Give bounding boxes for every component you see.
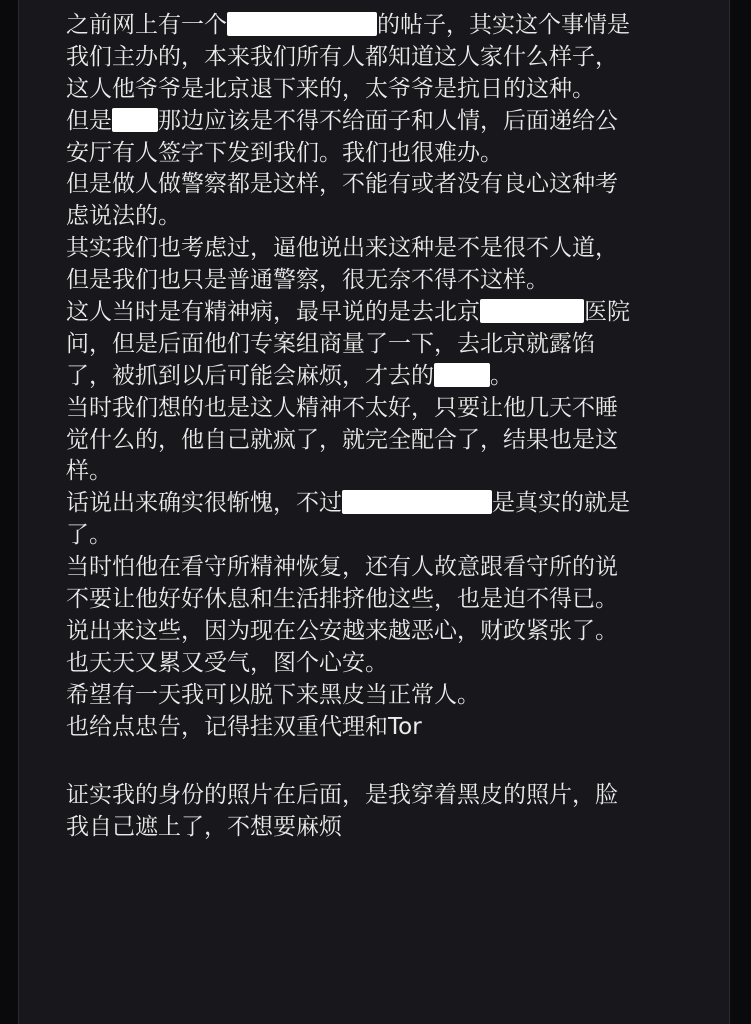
text-line [66,648,716,680]
text-line [66,425,716,457]
text-segment: 安厅有人签字下发到我们。我们也很难办。 [66,139,503,166]
text-segment: 样。 [66,458,112,485]
paragraph [66,233,716,297]
text-segment: 但是 [66,107,112,134]
text-segment: 其实我们也考虑过，逼他说出来这种是不是很不人道， [66,235,618,262]
text-line [66,42,716,74]
text-line [66,712,716,744]
text-segment: 也天天又累又受气，图个心安。 [66,649,388,676]
text-segment: 这人当时是有精神病，最早说的是去北京 [66,299,480,326]
paragraph [66,552,716,616]
redaction-block [434,363,490,387]
redaction-block [480,299,584,323]
text-segment: 我们主办的，本来我们所有人都知道这人家什么样子， [66,43,618,70]
paragraph [66,780,716,844]
text-line [66,812,716,844]
text-segment: 但是做人做警察都是这样，不能有或者没有良心这种考 [66,171,618,198]
text-line [66,456,716,488]
paragraph-gap [66,743,716,780]
text-line [66,201,716,233]
text-line [66,329,716,361]
text-segment: 但是我们也只是普通警察，很无奈不得不这样。 [66,267,549,294]
text-segment: 。 [490,362,513,389]
text-segment: 是真实的就是 [492,490,630,517]
redaction-block [342,490,492,514]
text-segment: 虑说法的。 [66,203,181,230]
text-line [66,680,716,712]
text-line [66,106,716,138]
text-line [66,520,716,552]
text-line [66,552,716,584]
paragraph [66,169,716,233]
text-line [66,169,716,201]
text-segment: 我自己遮上了，不想要麻烦 [66,814,342,841]
text-segment: 了。 [66,522,112,549]
redaction-block [227,12,377,36]
text-segment: 这人他爷爷是北京退下来的，太爷爷是抗日的这种。 [66,75,595,102]
paragraph [66,10,716,106]
post-body [66,10,716,844]
text-line [66,138,716,170]
text-segment: 也给点忠告，记得挂双重代理和Tor [66,713,422,740]
text-segment: 问，但是后面他们专案组商量了一下，去北京就露馅 [66,330,595,357]
text-segment: 医院 [584,299,630,326]
text-segment: 希望有一天我可以脱下来黑皮当正常人。 [66,681,480,708]
text-segment: 觉什么的，他自己就疯了，就完全配合了，结果也是这 [66,426,618,453]
paragraph [66,648,716,680]
redaction-block [112,108,158,132]
text-line [66,233,716,265]
text-segment: 证实我的身份的照片在后面，是我穿着黑皮的照片，脸 [66,782,618,809]
text-line [66,393,716,425]
text-segment: 之前网上有一个 [66,12,227,38]
text-line [66,361,716,393]
text-segment: 话说出来确实很惭愧，不过 [66,490,342,517]
text-segment: 了，被抓到以后可能会麻烦，才去的 [66,362,434,389]
text-line [66,297,716,329]
paragraph [66,297,716,393]
text-segment: 不要让他好好休息和生活排挤他这些，也是迫不得已。 [66,586,618,613]
paragraph [66,712,716,744]
text-line [66,488,716,520]
post-container [18,0,730,1024]
text-segment: 那边应该是不得不给面子和人情，后面递给公 [158,107,618,134]
text-line [66,616,716,648]
paragraph [66,616,716,648]
text-segment: 当时我们想的也是这人精神不太好，只要让他几天不睡 [66,394,618,421]
text-line [66,584,716,616]
paragraph [66,488,716,552]
paragraph [66,393,716,489]
text-segment: 说出来这些，因为现在公安越来越恶心，财政紧张了。 [66,617,618,644]
paragraph [66,680,716,712]
paragraph [66,106,716,170]
text-line [66,74,716,106]
text-segment: 当时怕他在看守所精神恢复，还有人故意跟看守所的说 [66,554,618,581]
text-line [66,265,716,297]
text-segment: 的帖子，其实这个事情是 [377,12,630,38]
text-line [66,780,716,812]
text-line [66,10,716,42]
